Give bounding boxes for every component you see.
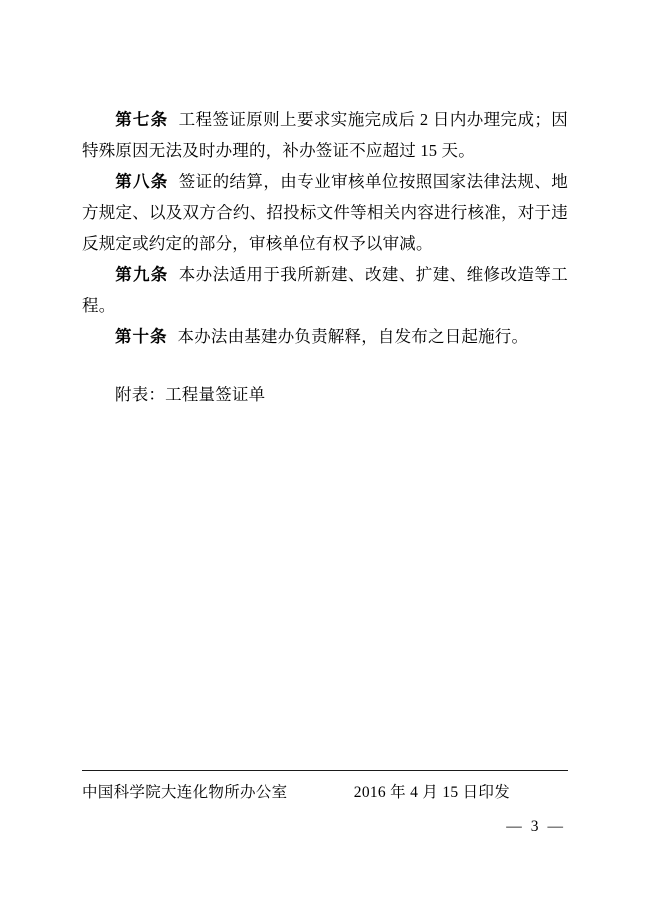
page-number-prefix: — <box>506 818 524 835</box>
footer-issuer: 中国科学院大连化物所办公室 <box>82 784 288 801</box>
article-paragraph-7 <box>82 104 568 166</box>
page-number-suffix: — <box>547 818 565 835</box>
footer-date: 2016 年 4 月 15 日印发 <box>353 784 510 801</box>
article-paragraph-9 <box>82 259 568 321</box>
attachment-text: 附表：工程量签证单 <box>115 385 266 404</box>
footer-row <box>82 771 568 802</box>
article-text-9: 本办法适用于我所新建、改建、扩建、维修改造等工程。 <box>82 265 568 315</box>
article-label-10: 第十条 <box>115 327 168 346</box>
article-text-10: 本办法由基建办负责解释，自发布之日起施行。 <box>177 327 529 346</box>
article-label-8: 第八条 <box>115 172 169 191</box>
article-paragraph-10 <box>82 321 568 352</box>
attachment-line <box>82 379 568 410</box>
article-label-7: 第七条 <box>115 110 169 129</box>
article-text-7: 工程签证原则上要求实施完成后 2 日内办理完成；因特殊原因无法及时办理的，补办签证不应超过 15 天。 <box>82 110 569 160</box>
page-number-value: 3 <box>530 818 541 835</box>
document-body <box>82 104 568 427</box>
article-label-9: 第九条 <box>115 265 169 284</box>
article-text-8: 签证的结算，由专业审核单位按照国家法律法规、地方规定、以及双方合约、招投标文件等相关内容进行核准，对于违反规定或约定的部分，审核单位有权予以审减。 <box>82 172 568 253</box>
page-footer <box>82 770 568 802</box>
page-number <box>499 818 572 836</box>
article-paragraph-8 <box>82 166 568 259</box>
